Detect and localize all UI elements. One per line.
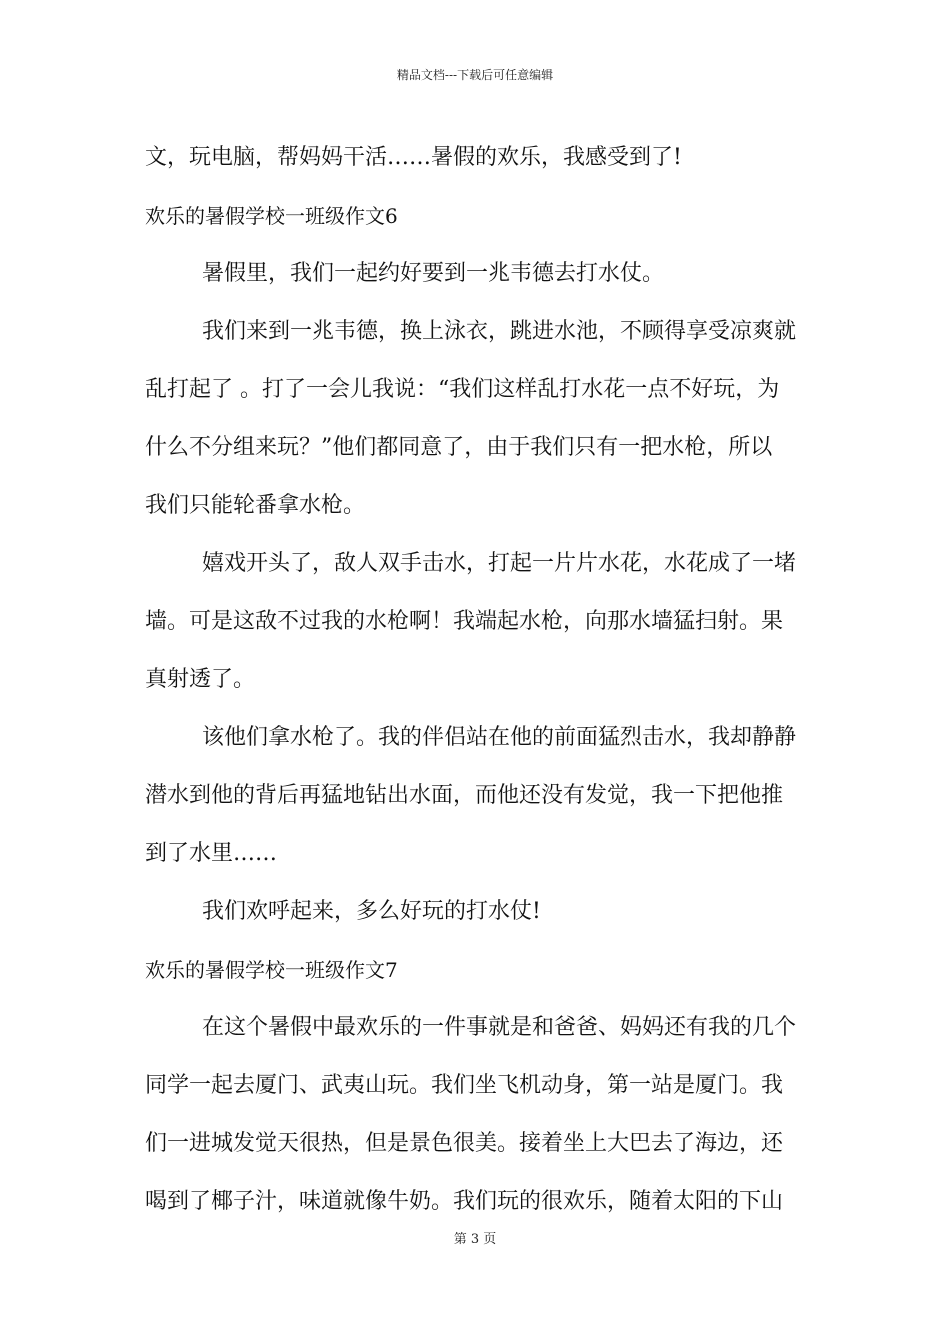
text-line: 我们欢呼起来，多么好玩的打水仗! [202, 899, 541, 924]
text-line: 我们来到一兆韦德，换上泳衣，跳进水池，不顾得享受凉爽就 [202, 319, 797, 344]
section-heading: 欢乐的暑假学校一班级作文6 [145, 204, 398, 228]
text-line: 什么不分组来玩？”他们都同意了，由于我们只有一把水枪，所以 [145, 435, 773, 460]
text-line: 在这个暑假中最欢乐的一件事就是和爸爸、妈妈还有我的几个 [202, 1015, 797, 1040]
text-line: 真射透了。 [145, 667, 256, 692]
text-line: 文，玩电脑，帮妈妈干活……暑假的欢乐，我感受到了! [145, 145, 682, 170]
text-line: 到了水里…… [145, 841, 278, 866]
section-heading: 欢乐的暑假学校一班级作文7 [145, 958, 398, 982]
text-line: 乱打起了 。打了一会儿我说：“我们这样乱打水花一点不好玩，为 [145, 377, 780, 402]
page-footer: 第 3 页 [453, 1232, 497, 1247]
text-line: 潜水到他的背后再猛地钻出水面，而他还没有发觉，我一下把他推 [145, 783, 784, 808]
text-line: 们一进城发觉天很热，但是景色很美。接着坐上大巴去了海边，还 [145, 1131, 784, 1156]
page-header: 精品文档---下载后可任意编辑 [396, 68, 554, 82]
text-line: 喝到了椰子汁，味道就像牛奶。我们玩的很欢乐，随着太阳的下山 [145, 1189, 784, 1214]
text-line: 该他们拿水枪了。我的伴侣站在他的前面猛烈击水，我却静静 [202, 725, 797, 750]
text-line: 同学一起去厦门、武夷山玩。我们坐飞机动身，第一站是厦门。我 [145, 1073, 784, 1098]
text-line: 嬉戏开头了，敌人双手击水，打起一片片水花，水花成了一堵 [202, 551, 797, 576]
text-line: 墙。可是这敌不过我的水枪啊！我端起水枪，向那水墙猛扫射。果 [145, 609, 784, 634]
text-line: 我们只能轮番拿水枪。 [145, 493, 366, 518]
text-line: 暑假里，我们一起约好要到一兆韦德去打水仗。 [202, 261, 665, 286]
document-body [145, 129, 810, 1231]
